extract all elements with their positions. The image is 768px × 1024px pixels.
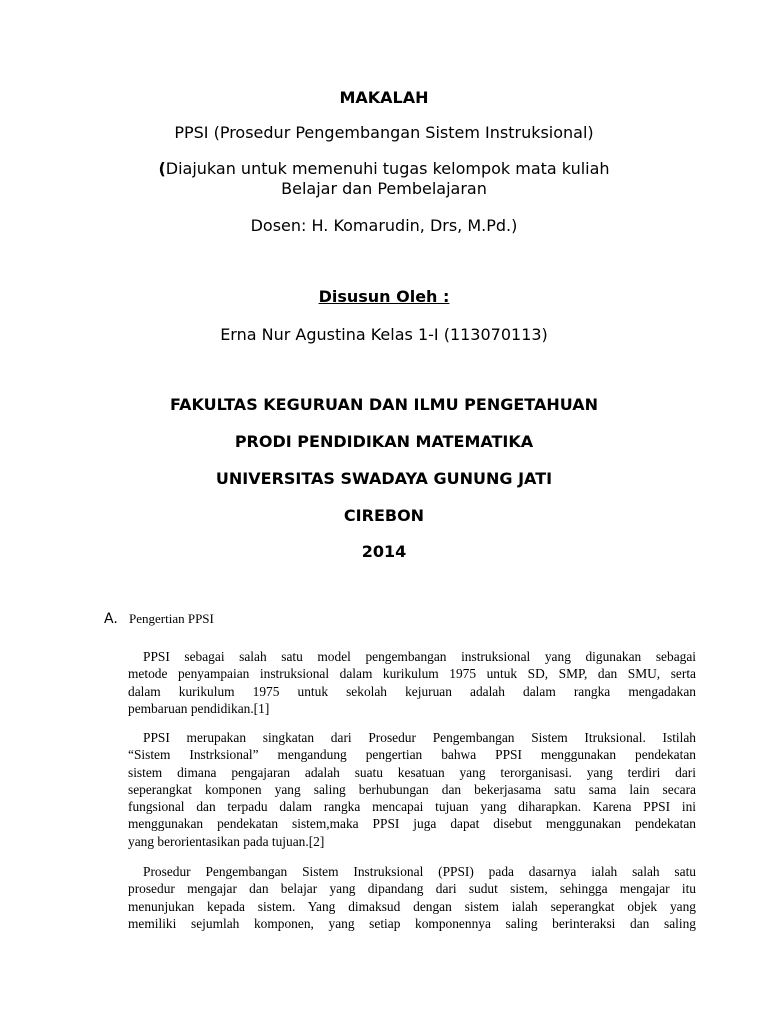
paragraph-3-line: prosedur mengajar dan belajar yang dipandang dari sudut sistem, sehingga mengajar itu [128, 881, 696, 897]
university-name: UNIVERSITAS SWADAYA GUNUNG JATI [215, 469, 553, 488]
paragraph-3 [128, 863, 696, 932]
purpose-open-paren: ( [158, 159, 166, 178]
paragraph-1-line: pembaruan pendidikan.[1] [128, 700, 270, 716]
city-name: CIREBON [343, 506, 425, 525]
purpose-text-1: Diajukan untuk memenuhi tugas kelompok mata kuliah [165, 159, 610, 178]
paragraph-2-line: seperangkat komponen yang saling berhubungan dan bekerjasama satu sama lain secara [128, 781, 696, 797]
section-a-title: Pengertian PPSI [129, 611, 214, 626]
section-a-heading [104, 611, 214, 627]
document-title: MAKALAH [339, 88, 429, 107]
author-line: Erna Nur Agustina Kelas 1-I (113070113) [220, 325, 548, 344]
document-subtitle: PPSI (Prosedur Pengembangan Sistem Instruksional) [174, 123, 594, 142]
paragraph-3-line: memiliki sejumlah komponen, yang setiap komponennya saling berinteraksi dan saling [128, 915, 696, 931]
paragraph-2-line: yang berorientasikan pada tujuan.[2] [128, 833, 325, 849]
paragraph-2-line: “Sistem Instrksional” mengandung pengertian bahwa PPSI menggunakan pendekatan [128, 747, 696, 763]
paragraph-2-line: PPSI merupakan singkatan dari Prosedur Pengembangan Sistem Itruksional. Istilah [143, 730, 696, 745]
lecturer-line: Dosen: H. Komarudin, Drs, M.Pd.) [250, 216, 518, 235]
compiled-by-label [0, 287, 768, 306]
section-a-letter: A. [104, 611, 118, 627]
paragraph-1-line: PPSI sebagai salah satu model pengembangan instruksional yang digunakan sebagai [143, 649, 696, 664]
purpose-line-2: Belajar dan Pembelajaran [281, 179, 487, 198]
purpose-line-1 [0, 159, 768, 178]
paragraph-2-line: sistem dimana pengajaran adalah suatu kesatuan yang terorganisasi. yang terdiri dari [128, 764, 696, 780]
paragraph-1-line: metode penyampaian instruksional dalam kurikulum 1975 untuk SD, SMP, dan SMU, serta [128, 666, 696, 682]
paragraph-1-line: dalam kurikulum 1975 untuk sekolah kejuruan adalah dalam rangka mengadakan [128, 683, 696, 699]
paragraph-2-line: menggunakan pendekatan sistem,maka PPSI juga dapat disebut menggunakan pendekatan [128, 816, 696, 832]
faculty-name: FAKULTAS KEGURUAN DAN ILMU PENGETAHUAN [170, 395, 598, 414]
paragraph-2-line: fungsional dan terpadu dalam rangka mencapai tujuan yang diharapkan. Karena PPSI ini [128, 799, 696, 815]
program-name: PRODI PENDIDIKAN MATEMATIKA [234, 432, 534, 451]
paragraph-3-line: menunjukan kepada sistem. Yang dimaksud dengan sistem ialah seperangkat objek yang [128, 898, 696, 914]
paragraph-1 [128, 648, 696, 717]
compiled-by-text: Disusun Oleh : [318, 287, 450, 306]
paragraph-3-line: Prosedur Pengembangan Sistem Instruksional (PPSI) pada dasarnya ialah salah satu [143, 864, 696, 879]
paragraph-2 [128, 729, 696, 850]
year: 2014 [361, 542, 407, 561]
